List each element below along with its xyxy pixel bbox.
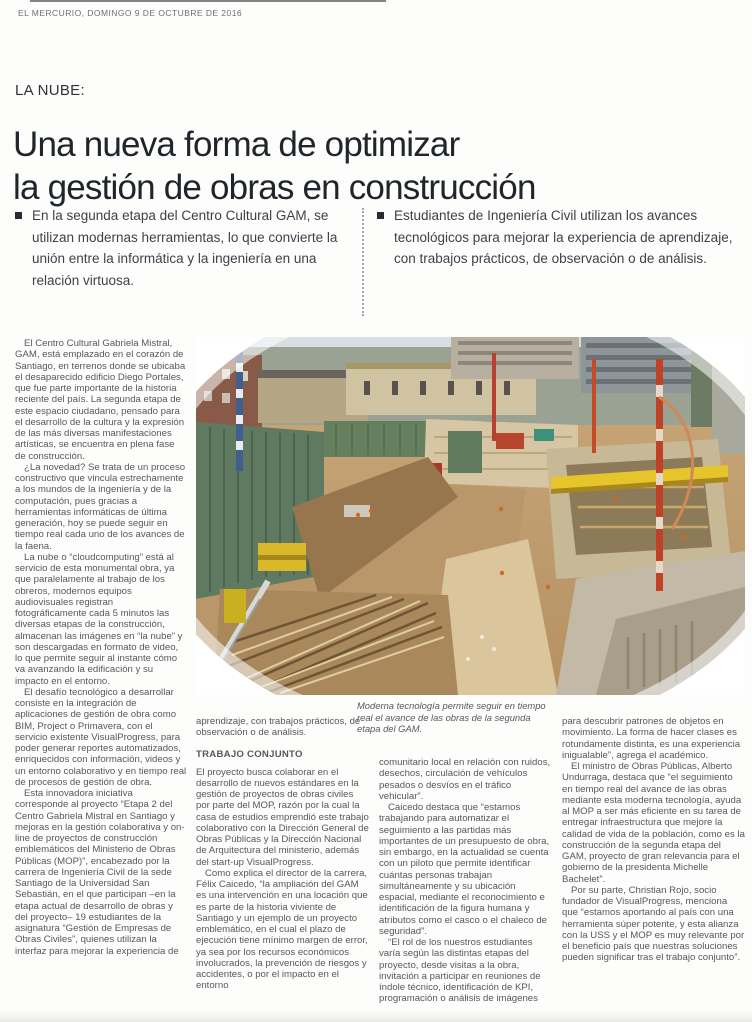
article-paragraph: El proyecto busca colaborar en el desarrollo de nuevos estándares en la gestión de proyectos de obras civiles por parte del MOP, razón por la cual la casa de estudios emprendió este trabajo colaborativo con la Dirección General de Obras Públicas y la Dirección Nacional de Arquitectura del ministerio, además del start-up VisualProgress. <box>196 766 369 868</box>
article-headline <box>13 123 745 209</box>
construction-site-photo <box>196 337 745 695</box>
article-paragraph: ¿La novedad? Se trata de un proceso constructivo que vincula estrechamente a los mundos de la ingeniería y de la computación, pues gracias a herramientas informáticas de última generación, hoy se puede seguir en tiempo real cada uno de los avances de la faena. <box>15 461 186 552</box>
scan-artifact-line <box>30 0 386 2</box>
article-kicker: LA NUBE: <box>15 82 85 99</box>
deck-bullet-2-text: Estudiantes de Ingeniería Civil utilizan los avances tecnológicos para mejorar la experiencia de aprendizaje, con trabajos prácticos, de observación o de análisis. <box>394 208 733 266</box>
dotted-column-divider <box>362 208 364 316</box>
deck-summary-section <box>0 205 752 323</box>
article-paragraph: Esta innovadora iniciativa corresponde al proyecto “Etapa 2 del Centro Gabriela Mistral en Santiago y mejoras en la gestión colaborativa y on-line de proyectos de construcción emblemáticos del Ministerio de Obras Públicas (MOP)”, encabezado por la carrera de Ingeniería Civil de la sede Santiago de la Universidad San Sebastián, en el que participan –en la etapa actual de desarrollo de obras y del proyecto– 19 estudiantes de la asignatura “Gestión de Empresas de Obras Civiles”, quienes utilizan la interfaz para mejorar la experiencia de <box>15 788 185 957</box>
article-column-4 <box>562 716 745 1016</box>
photo-caption: Moderna tecnología permite seguir en tiempo real el avance de las obras de la segunda etapa del GAM. <box>357 700 546 735</box>
article-paragraph: El Centro Cultural Gabriela Mistral, GAM, está emplazado en el corazón de Santiago, en terrenos donde se ubicaba el desaparecido edificio Diego Portales, que fue parte importante de la historia reciente del país. La segunda etapa de este espacio ciudadano, pensado para el desarrollo de la cultura y la expresión de las más diversas manifestaciones artísticas, se encuentra en plena fase de construcción. <box>15 338 186 462</box>
article-paragraph: Caicedo destaca que “estamos trabajando para automatizar el seguimiento a las partidas más importantes de un presupuesto de obra, sin embargo, en la actualidad se cuenta con un piloto que permite identificar cuántas personas trabajan simultáneamente y su ubicación espacial, mediante el reconocimiento e identificación de la figura humana y atributos como el casco o el chaleco de seguridad”. <box>379 802 550 937</box>
article-column-1 <box>15 338 187 1014</box>
section-subhead: TRABAJO CONJUNTO <box>196 748 303 760</box>
deck-bullet-1-text: En la segunda etapa del Centro Cultural GAM, se utilizan modernas herramientas, lo que convierte la unión entre la informática y la ingeniería en una relación virtuosa. <box>32 208 338 288</box>
article-paragraph: Por su parte, Christian Rojo, socio fundador de VisualProgress, menciona que “estamos aportando al país con una herramienta súper potente, y esta alianza con la USS y el MOP es muy relevante por el beneficio país que nuestras soluciones pueden significar tras el trabajo conjunto”. <box>562 884 745 964</box>
article-column-2 <box>196 716 369 1016</box>
article-paragraph: El desafío tecnológico a desarrollar consiste en la integración de aplicaciones de gestión de obra como BIM, Project o Primavera, con el servicio existente VisualProgress, para poder generar reportes automatizados, enriquecidos con información, videos y un entorno colaborativo y en tiempo real de procesos de gestión de obra. <box>15 686 187 788</box>
deck-bullet-item-2 <box>377 205 743 270</box>
construction-site-photo-graphic <box>196 337 745 695</box>
article-column-3 <box>379 757 553 1017</box>
article-paragraph: El ministro de Obras Públicas, Alberto Undurraga, destaca que “el seguimiento en tiempo real del avance de las obras mediante esta moderna tecnología, ayuda al MOP a ser más eficiente en su tarea de entregar infraestructura que mejore la calidad de vida de la población, como es la construcción de la segunda etapa del GAM, proyecto de gran relevancia para el gobierno de la presidenta Michelle Bachelet”. <box>562 761 745 885</box>
headline-line-1: Una nueva forma de optimizar <box>13 125 460 165</box>
article-paragraph: Como explica el director de la carrera, Félix Caicedo, “la ampliación del GAM es una intervención en una locación que es parte de la historia viviente de Santiago y un ejemplo de un proyecto emblemático, en el cual el plazo de ejecución tiene mínimo margen de error, ya sea por los recursos económicos involucrados, la prevención de riesgos y accidentes, o por el impacto en el entorno <box>196 867 368 992</box>
headline-line-2: la gestión de obras en construcción <box>13 168 536 208</box>
square-bullet-icon <box>15 212 22 219</box>
article-paragraph: “El rol de los nuestros estudiantes varía según las distintas etapas del proyecto, desde visitas a la obra, invitación a participar en reuniones de índole técnico, identificación de KPI, programación o análisis de imágenes <box>379 937 541 1005</box>
article-paragraph: La nube o “cloudcomputing” está al servicio de esta monumental obra, ya que paralelamente al trabajo de los obreros, modernos equipos audiovisuales registran fotográficamente cada 5 minutos las diversas etapas de la construcción, almacenan las imágenes en “la nube” y son descargadas en formato de video, lo que permite seguir al instante cómo va avanzando la edificación y su impacto en el entorno. <box>15 551 183 687</box>
page-bottom-edge <box>0 1010 752 1022</box>
masthead-dateline: EL MERCURIO, DOMINGO 9 DE OCTUBRE DE 2016 <box>18 8 243 18</box>
deck-bullet-item-1 <box>15 205 357 291</box>
article-paragraph: comunitario local en relación con ruidos, desechos, circulación de vehículos pesados o desvíos en el tráfico vehicular”. <box>379 757 551 802</box>
square-bullet-icon <box>377 212 384 219</box>
article-paragraph: aprendizaje, con trabajos prácticos, de observación o de análisis. <box>196 716 361 739</box>
article-paragraph: para descubrir patrones de objetos en movimiento. La forma de hacer clases es rotundamente distinta, es una experiencia inigualable”, agrega el académico. <box>562 716 741 761</box>
